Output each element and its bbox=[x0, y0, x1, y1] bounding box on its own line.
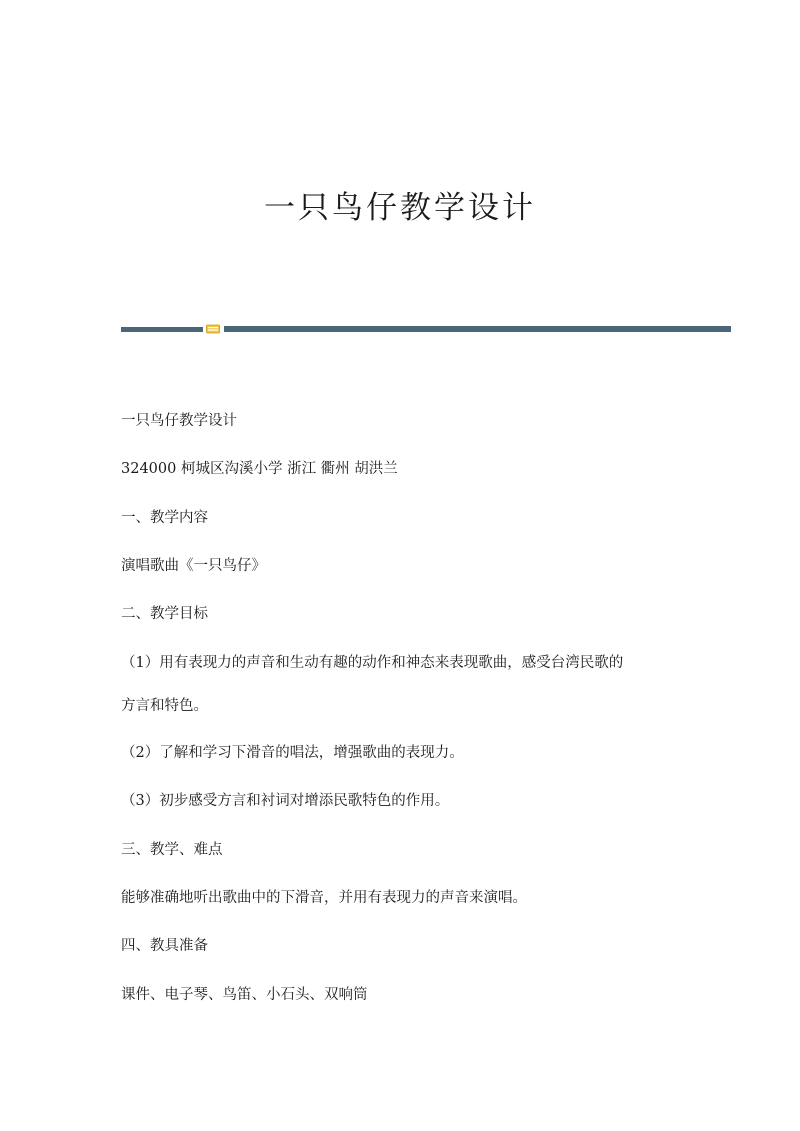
goal-item-2: （2）了解和学习下滑音的唱法，增强歌曲的表现力。 bbox=[121, 745, 464, 761]
paragraph-song: 演唱歌曲《一只鸟仔》 bbox=[121, 558, 266, 574]
goal-item-1-continued: 方言和特色。 bbox=[121, 698, 208, 714]
goal-item-1: （1）用有表现力的声音和生动有趣的动作和神态来表现歌曲，感受台湾民歌的 bbox=[121, 655, 624, 671]
page-title: 一只鸟仔教学设计 bbox=[264, 190, 536, 226]
divider-bar-left bbox=[121, 327, 203, 332]
section-heading-goals: 二、教学目标 bbox=[121, 606, 208, 622]
paragraph-difficulty: 能够准确地听出歌曲中的下滑音，并用有表现力的声音来演唱。 bbox=[121, 890, 527, 906]
folded-note-icon bbox=[206, 324, 220, 334]
title-divider bbox=[121, 325, 731, 333]
author-line: 324000 柯城区沟溪小学 浙江 衢州 胡洪兰 bbox=[121, 461, 398, 477]
section-heading-content: 一、教学内容 bbox=[121, 510, 208, 526]
goal-item-3: （3）初步感受方言和衬词对增添民歌特色的作用。 bbox=[121, 793, 450, 809]
section-heading-materials: 四、教具准备 bbox=[121, 938, 208, 954]
body-subtitle: 一只鸟仔教学设计 bbox=[121, 413, 237, 429]
section-heading-difficulty: 三、教学、难点 bbox=[121, 842, 223, 858]
paragraph-materials: 课件、电子琴、鸟笛、小石头、双响筒 bbox=[121, 987, 368, 1003]
divider-bar-right bbox=[224, 326, 731, 332]
